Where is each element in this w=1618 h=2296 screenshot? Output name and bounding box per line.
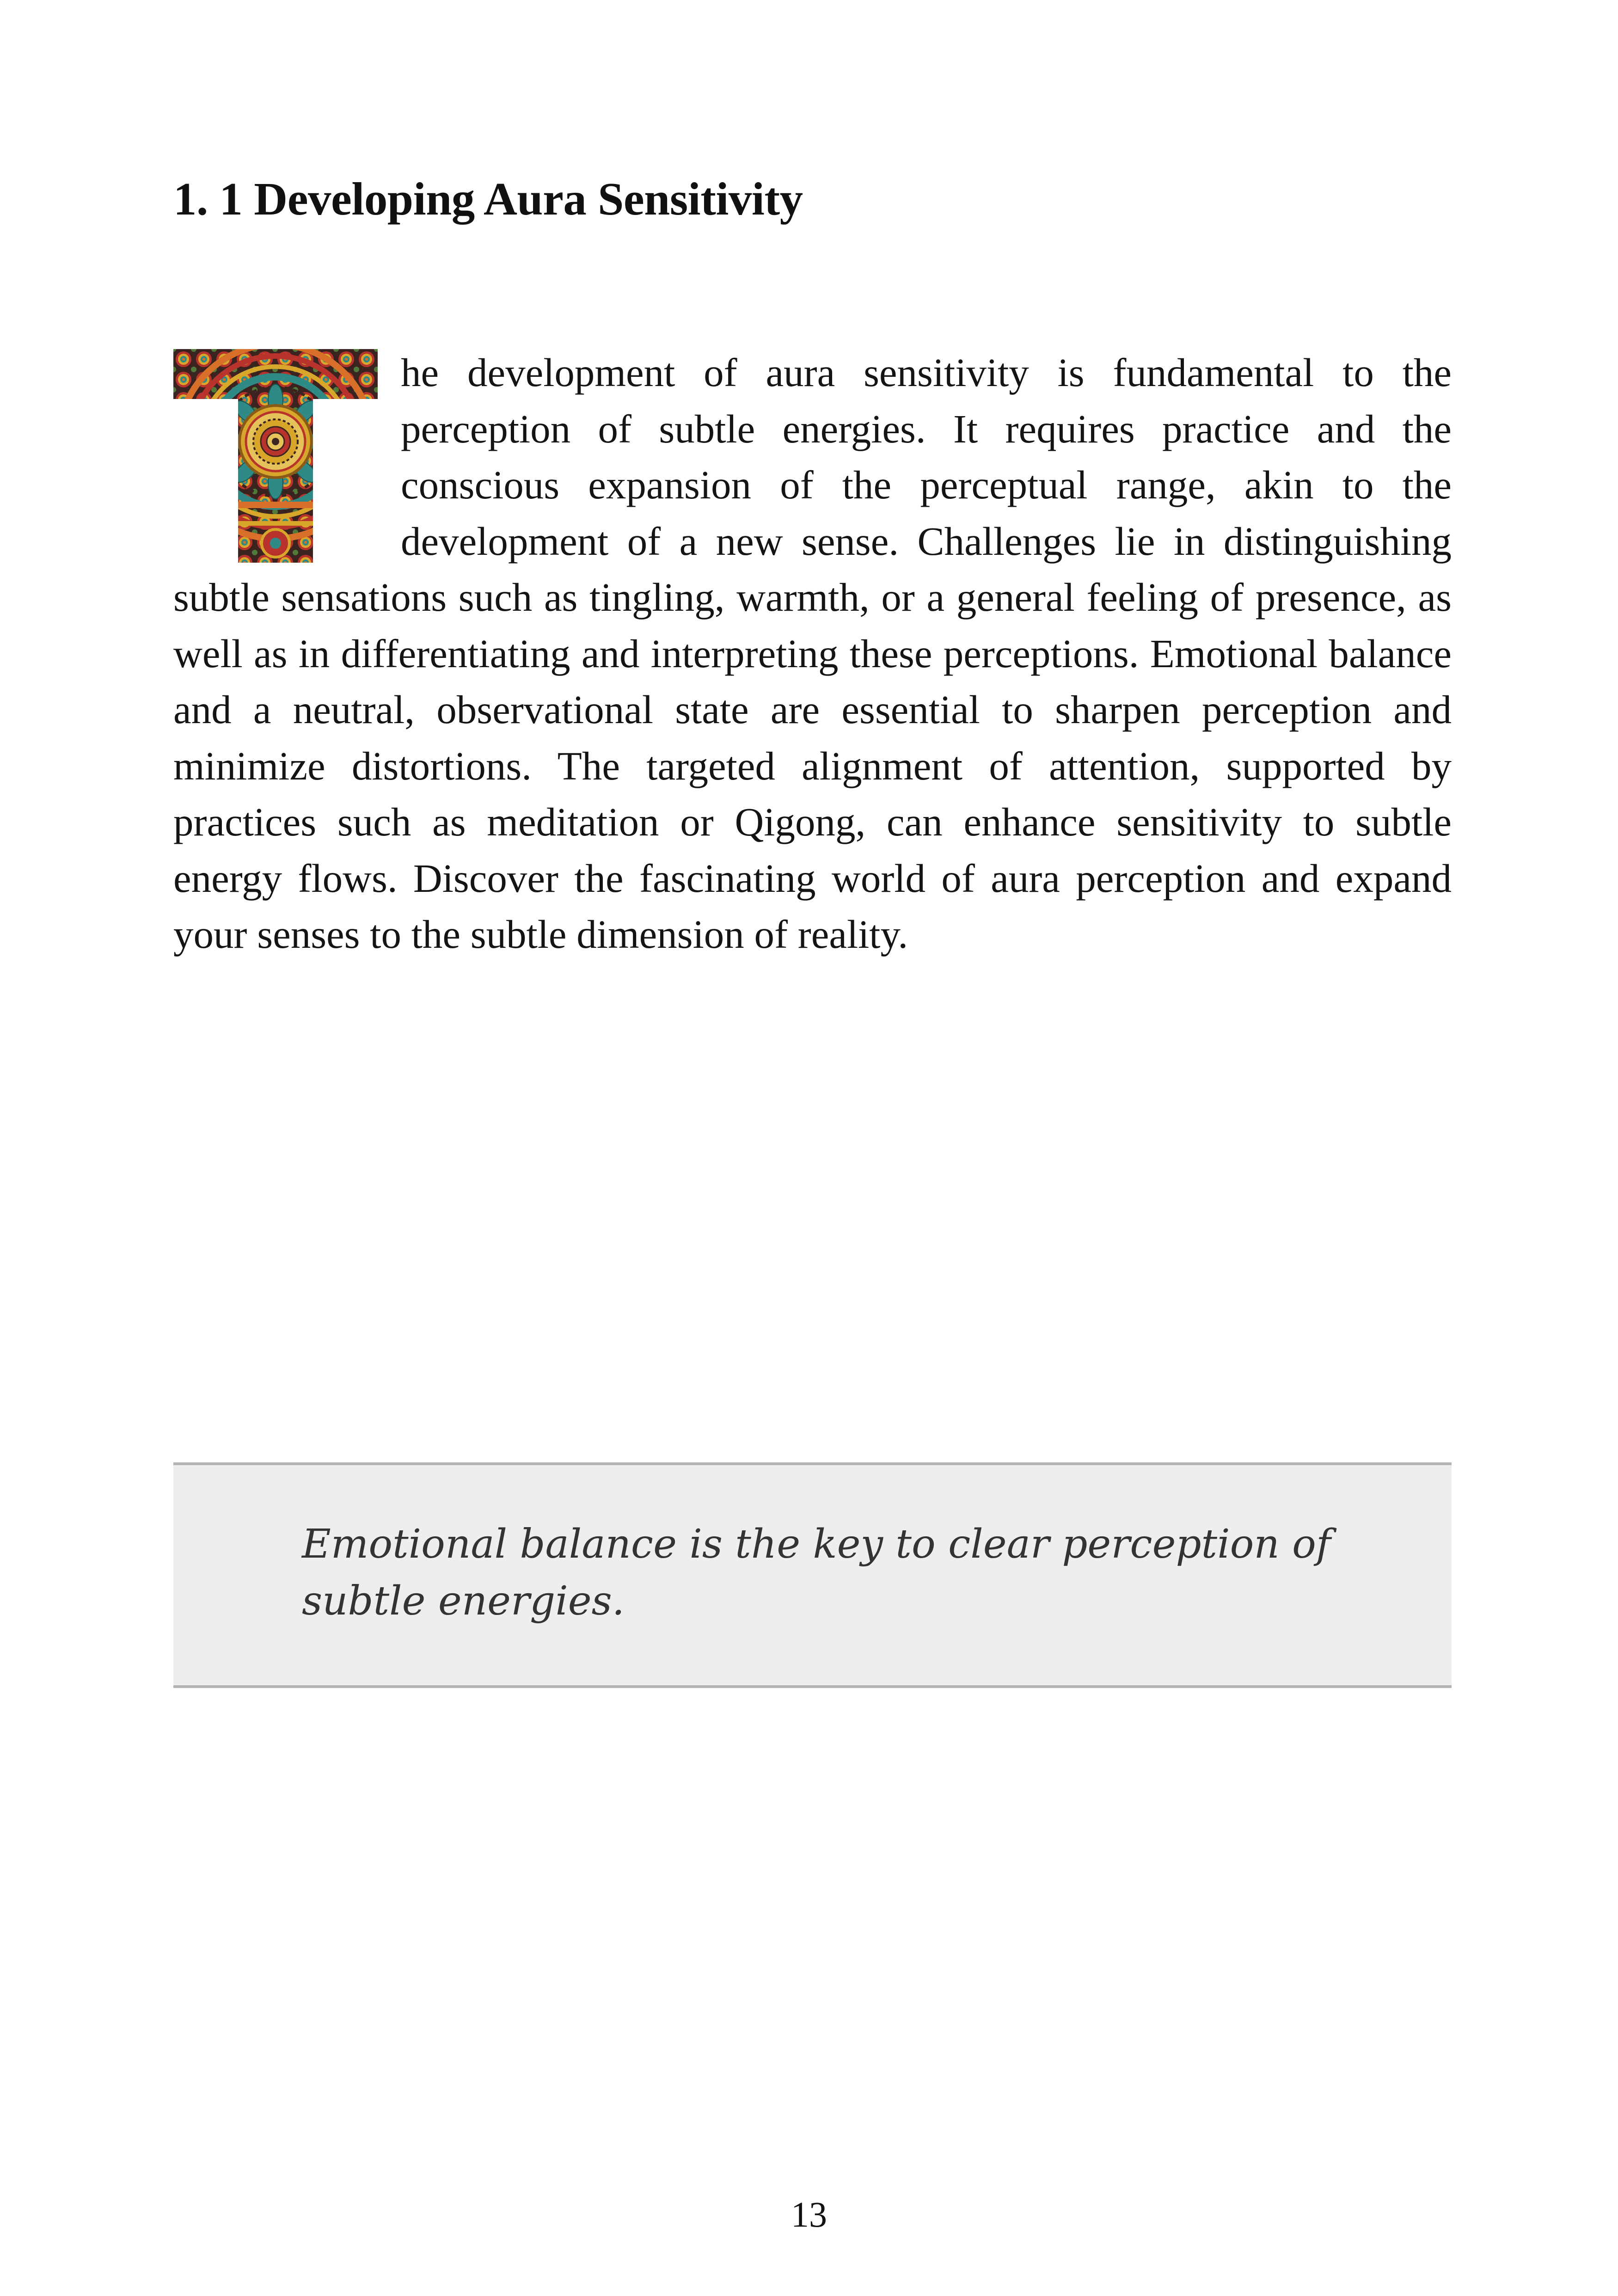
- body-paragraph: he development of aura sensitivity is fundamental to the perception of subtle energies. It requires practice and the conscious expansion of the perceptual range, akin to the development of a new sense. Challenges lie in distinguishing subtle sensations such as tingling, warmth, or a general feeling of presence, as well as in differentiating and interpreting these perceptions. Emotional balance and a neutral, observational state are essential to sharpen perception and minimize distortions. The targeted alignment of attention, supported by practices such as meditation or Qigong, can enhance sensitivity to subtle energy flows. Discover the fascinating world of aura perception and expand your senses to the subtle dimension of reality.: [173, 350, 1452, 957]
- page-number: 13: [791, 2194, 827, 2235]
- pull-quote-text: Emotional balance is the key to clear perception of subtle energies.: [302, 1521, 1331, 1624]
- body-paragraph-block: [173, 344, 1452, 963]
- mandala-dropcap-icon: [173, 349, 378, 566]
- pull-quote-box: [173, 1462, 1452, 1688]
- section-title: 1. 1 Developing Aura Sensitivity: [173, 173, 803, 225]
